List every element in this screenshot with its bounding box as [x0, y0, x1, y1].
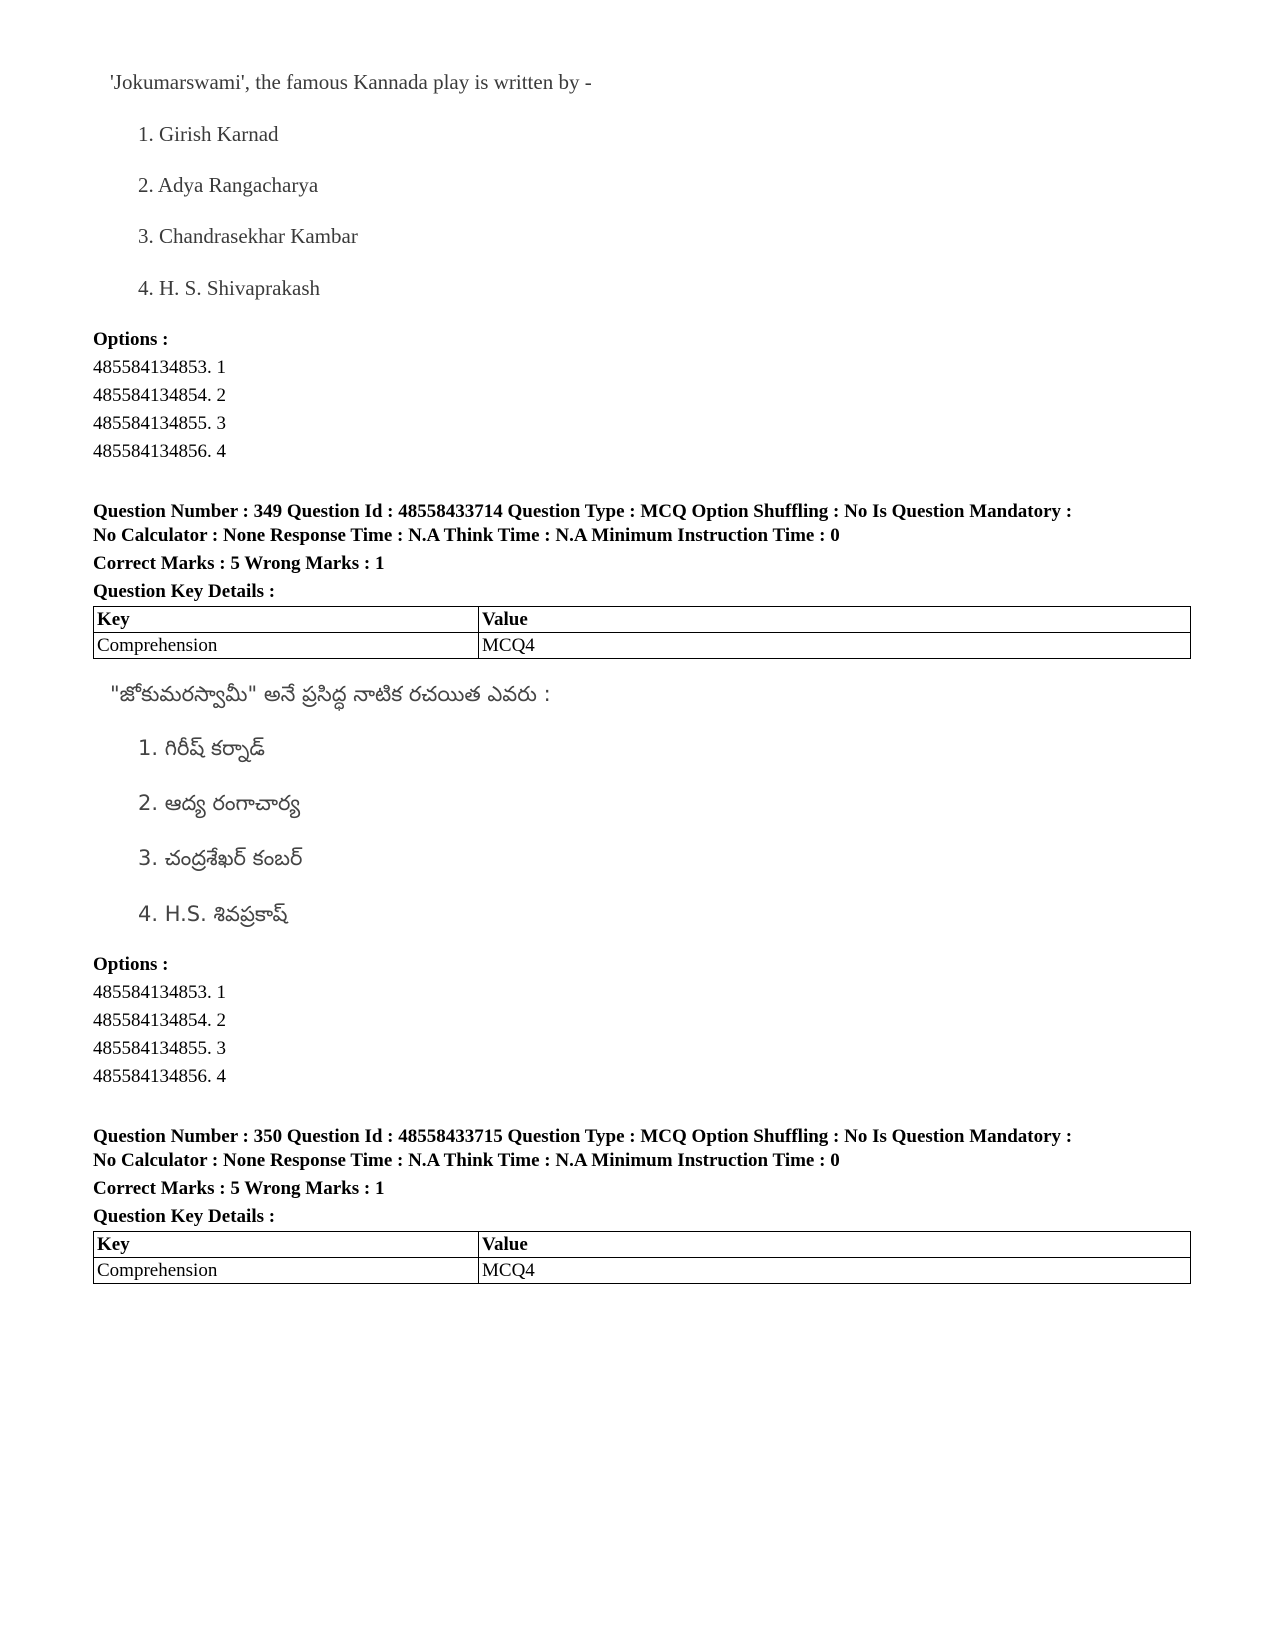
- option-item: 485584134855. 3: [93, 1038, 226, 1059]
- key-details-label: Question Key Details :: [93, 1206, 276, 1227]
- key-details-table: [93, 606, 1191, 659]
- table-header-row: [94, 607, 1191, 633]
- question-choice: 2. ఆద్య రంగాచార్య: [138, 791, 301, 815]
- table-row: [94, 1258, 1191, 1284]
- table-header-value: Value: [479, 1232, 1191, 1258]
- meta-line: No Calculator : None Response Time : N.A Think Time : N.A Minimum Instruction Time : 0: [93, 1150, 840, 1171]
- question-choice: 1. Girish Karnad: [138, 122, 279, 146]
- question-meta-349: [93, 500, 1193, 604]
- question-meta-350: [93, 1125, 1193, 1229]
- question-stem: 'Jokumarswami', the famous Kannada play is written by -: [110, 70, 592, 94]
- question-image-english: [110, 70, 592, 300]
- option-item: 485584134854. 2: [93, 385, 226, 406]
- table-header-value: Value: [479, 607, 1191, 633]
- question-image-telugu: [110, 682, 551, 926]
- table-cell: Comprehension: [94, 633, 479, 659]
- option-item: 485584134856. 4: [93, 441, 226, 462]
- option-item: 485584134853. 1: [93, 357, 226, 378]
- table-cell: MCQ4: [479, 1258, 1191, 1284]
- question-stem: "జోకుమరస్వామీ" అనే ప్రసిద్ధ నాటిక రచయిత ఎవరు :: [110, 682, 551, 706]
- question-choice: 1. గిరీష్ కర్నాడ్: [138, 736, 265, 760]
- option-item: 485584134856. 4: [93, 1066, 226, 1087]
- meta-line: Question Number : 349 Question Id : 48558433714 Question Type : MCQ Option Shuffling : No Is Question Mandatory :: [93, 501, 1073, 522]
- option-item: 485584134854. 2: [93, 1010, 226, 1031]
- table-cell: Comprehension: [94, 1258, 479, 1284]
- option-item: 485584134855. 3: [93, 413, 226, 434]
- question-choice: 2. Adya Rangacharya: [138, 173, 319, 197]
- marks-line: Correct Marks : 5 Wrong Marks : 1: [93, 1178, 385, 1199]
- question-choice: 4. H.S. శివప్రకాష్: [138, 902, 288, 926]
- options-label: Options :: [93, 329, 169, 350]
- options-list: [93, 951, 226, 1091]
- table-header-key: Key: [94, 607, 479, 633]
- options-label: Options :: [93, 954, 169, 975]
- key-details-table: [93, 1231, 1191, 1284]
- marks-line: Correct Marks : 5 Wrong Marks : 1: [93, 553, 385, 574]
- table-cell: MCQ4: [479, 633, 1191, 659]
- option-item: 485584134853. 1: [93, 982, 226, 1003]
- table-row: [94, 633, 1191, 659]
- table-header-key: Key: [94, 1232, 479, 1258]
- options-list: [93, 326, 226, 466]
- question-choice: 3. చంద్రశేఖర్ కంబర్: [138, 846, 303, 870]
- key-details-label: Question Key Details :: [93, 581, 276, 602]
- table-header-row: [94, 1232, 1191, 1258]
- question-choice: 3. Chandrasekhar Kambar: [138, 224, 358, 248]
- meta-line: Question Number : 350 Question Id : 48558433715 Question Type : MCQ Option Shuffling : No Is Question Mandatory :: [93, 1126, 1073, 1147]
- question-choice: 4. H. S. Shivaprakash: [138, 276, 320, 300]
- meta-line: No Calculator : None Response Time : N.A Think Time : N.A Minimum Instruction Time : 0: [93, 525, 840, 546]
